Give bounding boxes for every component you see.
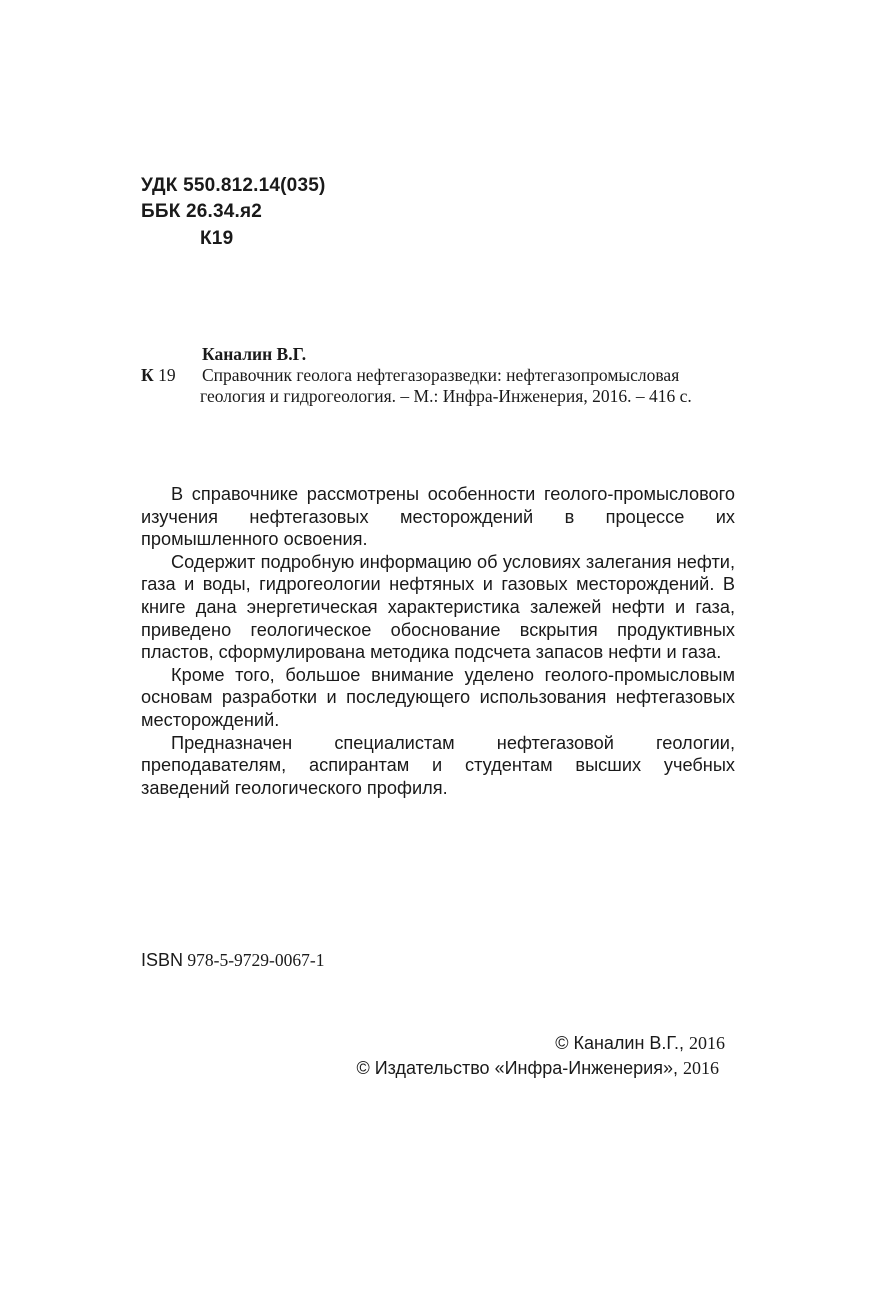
- copyright-publisher-year: 2016: [683, 1058, 719, 1078]
- copyright-author-year: 2016: [689, 1033, 725, 1053]
- author-name: Каналин В.Г.: [202, 344, 307, 364]
- isbn-label: ISBN: [141, 950, 184, 970]
- copyright-publisher: [356, 1057, 719, 1079]
- abstract-paragraph: Кроме того, большое внимание уделено геолого-промысловым основам разработки и последующего использования нефтегазовых месторождений.: [141, 664, 735, 730]
- isbn-number: 978-5-9729-0067-1: [187, 950, 325, 970]
- copyright-publisher-text: © Издательство «Инфра-Инженерия»,: [356, 1058, 683, 1078]
- catalog-code: [141, 364, 176, 386]
- abstract-paragraph: Предназначен специалистам нефтегазовой геологии, преподавателям, аспирантам и студентам высших учебных заведений геологического профиля.: [141, 732, 735, 798]
- bibliographic-description-line-1: Справочник геолога нефтегазоразведки: нефтегазопромысловая: [202, 365, 680, 385]
- copyright-author-text: © Каналин В.Г.,: [555, 1033, 689, 1053]
- udk-code: УДК 550.812.14(035): [141, 175, 326, 196]
- abstract-paragraph: В справочнике рассмотрены особенности геолого-промыслового изучения нефтегазовых месторождений в процессе их промышленного освоения.: [141, 484, 735, 550]
- bibliographic-description-line-2: геология и гидрогеология. – М.: Инфра-Инженерия, 2016. – 416 с.: [200, 386, 692, 406]
- abstract: [141, 483, 735, 799]
- catalog-code-number: 19: [158, 365, 176, 385]
- catalog-code-letter: К: [141, 365, 154, 385]
- bbk-code: ББК 26.34.я2: [141, 201, 263, 222]
- copyright-author: [555, 1032, 725, 1054]
- author-mark: К19: [200, 228, 234, 249]
- isbn: [141, 949, 324, 971]
- abstract-paragraph: Содержит подробную информацию об условиях залегания нефти, газа и воды, гидрогеологии нефтяных и газовых месторождений. В книге дана энергетическая характеристика залежей нефти и газа, приведено геологическое обоснование вскрытия продуктивных пластов, сформулирована методика подсчета запасов нефти и газа.: [141, 551, 735, 663]
